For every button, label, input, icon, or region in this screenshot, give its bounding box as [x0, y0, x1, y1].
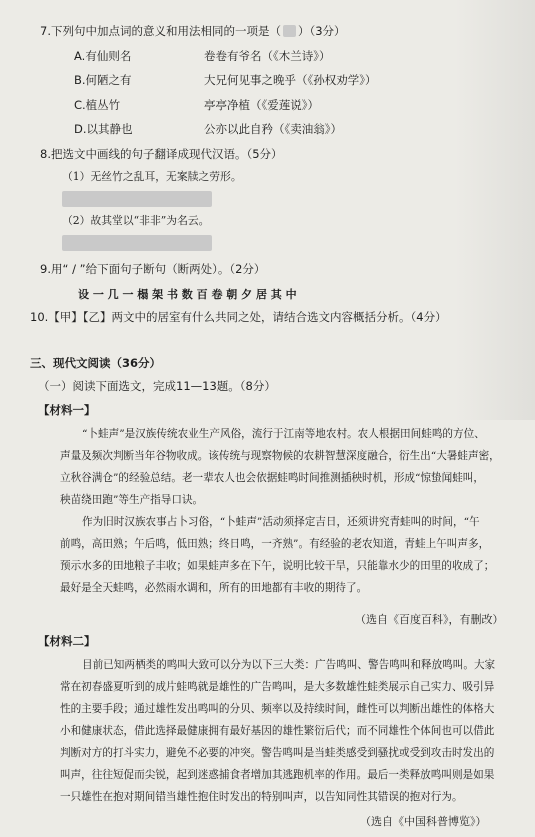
- q7-option-d-compare: 公亦以此自矜（《卖油翁》）: [204, 122, 342, 136]
- section3-title: 三、现代文阅读（36分）: [30, 356, 162, 370]
- material1-line: 立秋谷满仓”的经验总结。老一辈农人也会依据蛙鸣时间推测插秧时机，形成“惊蛰闻蛙叫，: [60, 472, 484, 484]
- material2-line: 性的主要手段；通过雄性发出鸣叫的分贝、频率以及持续时间，雌性可以判断出雄性的体格大: [60, 703, 495, 715]
- q7-option-a: A.有仙则名: [74, 49, 132, 63]
- material1-line: 作为旧时汉族农事占卜习俗，“卜蛙声”活动须择定吉日，还须讲究青蛙叫的时间，“午: [82, 516, 480, 528]
- q10-stem: 10.【甲】【乙】两文中的居室有什么共同之处，请结合选文内容概括分析。（4分）: [30, 310, 447, 324]
- material1-line: 秧苗绕田跑”等生产指导口诀。: [60, 494, 204, 506]
- q7-option-b: B.何陋之有: [74, 73, 132, 87]
- q8-sentence-2: （2）故其堂以“非非”为名云。: [62, 214, 210, 227]
- material1-line: “卜蛙声”是汉族传统农业生产风俗，流行于江南等地农村。农人根据田间蛙鸣的方位、: [82, 428, 485, 440]
- material2-line: 一只雄性在抱对期间错当雄性抱住时发出的特别叫声，以告知同性其错误的抱对行为。: [60, 791, 463, 803]
- q8-answer-blank-1: [62, 191, 212, 207]
- q7-option-c-compare: 亭亭净植（《爱莲说》）: [204, 98, 319, 112]
- material2-line: 小和健康状态，借此选择最健康拥有最好基因的雄性繁衍后代；而不同雄性个体间也可以借此: [60, 725, 495, 737]
- q7-option-b-compare: 大兄何见事之晚乎（《孙权劝学》）: [204, 73, 377, 87]
- material2-line: 叫声，往往短促而尖锐，起到迷惑捕食者增加其逃跑机率的作用。最后一类释放鸣叫则是如果: [60, 769, 495, 781]
- q8-answer-blank-2: [62, 235, 212, 251]
- q8-stem: 8.把选文中画线的句子翻译成现代汉语。（5分）: [40, 147, 283, 161]
- q8-sentence-1: （1）无丝竹之乱耳，无案牍之劳形。: [62, 170, 242, 183]
- q7-answer-blank: [283, 25, 296, 37]
- material2-source: （选自《中国科普博览》）: [360, 815, 487, 828]
- q7-option-a-compare: 卷卷有爷名（《木兰诗》）: [204, 49, 331, 63]
- q9-stem: 9.用“ / ”给下面句子断句（断两处）。（2分）: [40, 262, 266, 276]
- material1-line: 前鸣，高田熟；午后鸣，低田熟；终日鸣，一齐熟”。有经验的老农知道，青蛙上午叫声多，: [60, 538, 490, 550]
- page-bleed-through: [455, 0, 535, 420]
- material1-title: 【材料一】: [38, 403, 96, 417]
- material1-line: 预示水多的田地粮子丰收；如果蛙声多在下午，说明比较干旱，只能靠水少的田里的收成了；: [60, 560, 495, 572]
- material1-line: 声量及频次判断当年谷物收成。该传统与现察物候的农耕智慧深度融合，衍生出“大暑蛙声密，: [60, 450, 500, 462]
- material2-body: [60, 654, 500, 808]
- material2-line: 常在初春盛夏听到的成片蛙鸣就是雄性的广告鸣叫，是大多数雄性蛙类展示自己实力、吸引异: [60, 681, 495, 693]
- q7-option-d: D.以其静也: [74, 122, 133, 136]
- material2-line: 判断对方的打斗实力，避免不必要的冲突。警告鸣叫是当蛙类感受到骚扰或受到攻击时发出的: [60, 747, 495, 759]
- material1-source: （选自《百度百科》，有删改）: [355, 613, 504, 626]
- material1-body: [60, 423, 500, 599]
- q9-sentence: 设 一 几 一 榻 架 书 数 百 卷 朝 夕 居 其 中: [78, 288, 297, 301]
- section3-subtitle: （一）阅读下面选文，完成11—13题。（8分）: [38, 379, 276, 393]
- material2-line: 目前已知两栖类的鸣叫大致可以分为以下三大类：广告鸣叫、警告鸣叫和释放鸣叫。大家: [82, 659, 496, 671]
- q7-option-c: C.植丛竹: [74, 98, 121, 112]
- material1-line: 最好是全天蛙鸣，必然雨水调和，所有的田地都有丰收的期待了。: [60, 582, 368, 594]
- q7-stem: 7.下列句中加点词的意义和用法相同的一项是（ ）（3分）: [40, 24, 346, 38]
- material2-title: 【材料二】: [38, 634, 96, 648]
